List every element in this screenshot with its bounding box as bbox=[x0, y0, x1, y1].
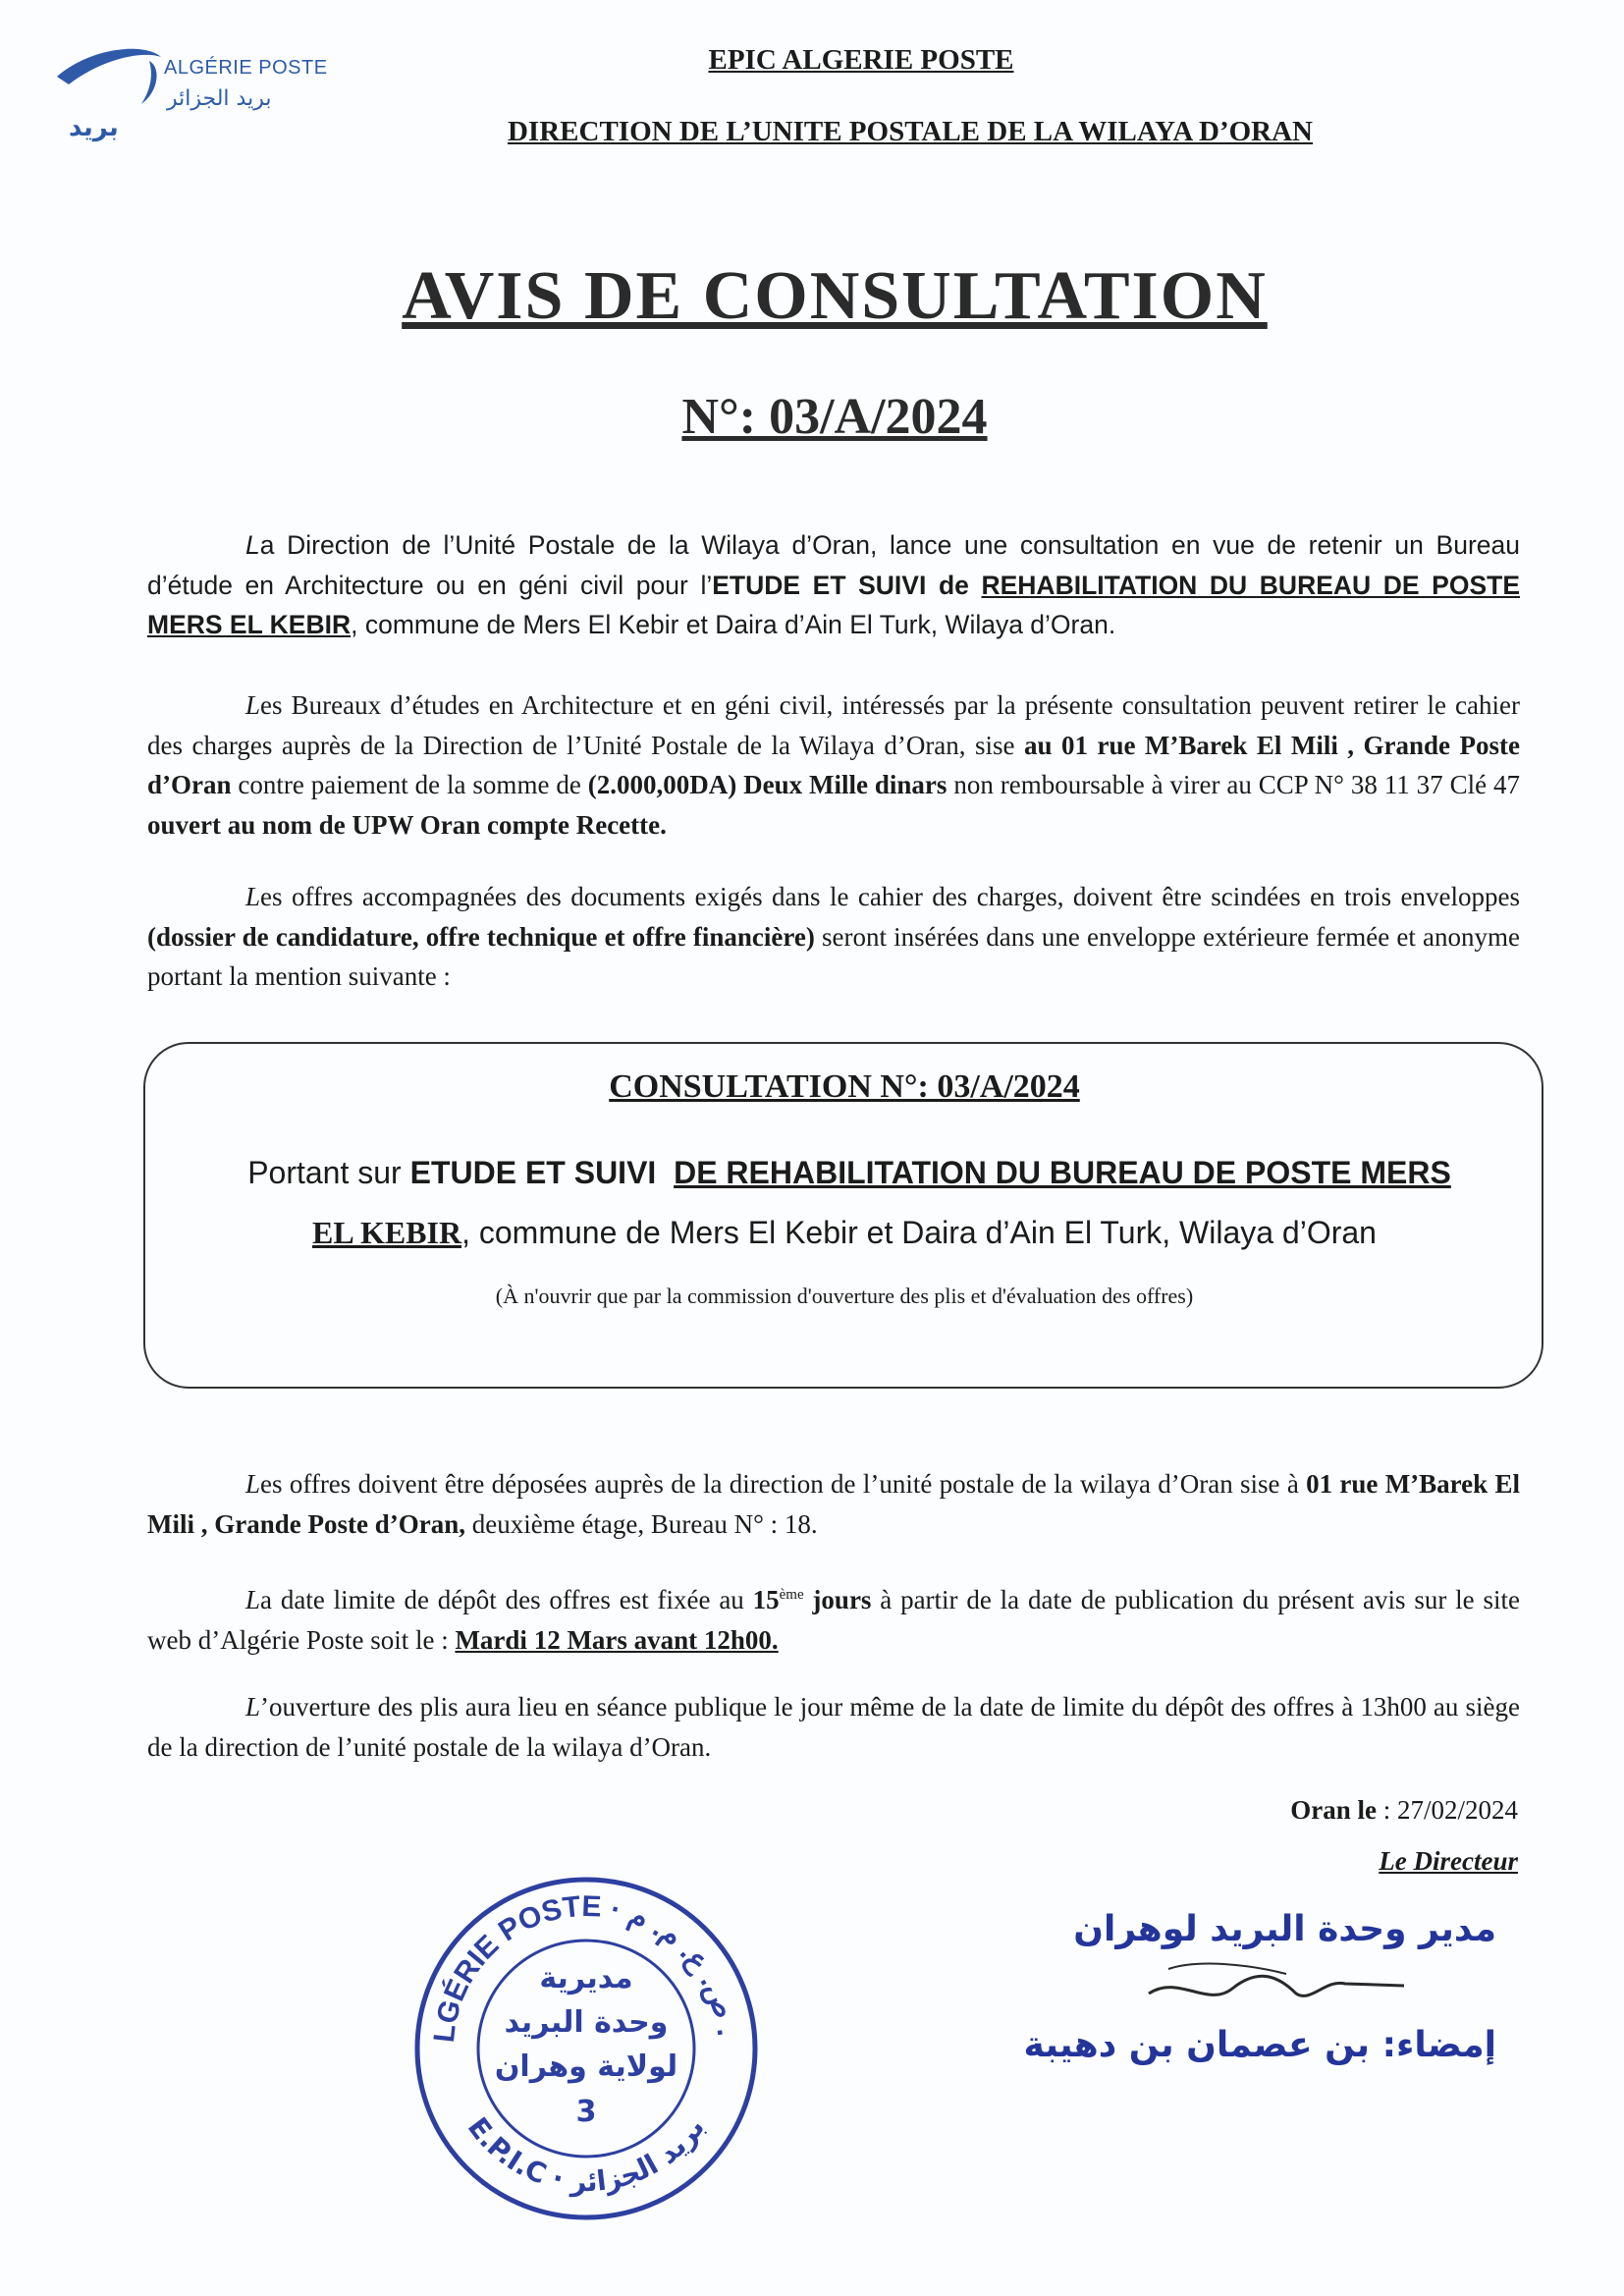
official-stamp bbox=[410, 1873, 762, 2224]
document-date: Oran le : 27/02/2024 bbox=[1290, 1795, 1518, 1825]
box-note: (À n'ouvrir que par la commission d'ouverture des plis et d'évaluation des offres) bbox=[495, 1284, 1194, 1308]
logo-name-fr: ALGÉRIE POSTE bbox=[164, 57, 328, 79]
drop-letter: L bbox=[245, 690, 261, 720]
stamp-ring-icon bbox=[410, 1873, 762, 2224]
box-subject-line-1: Portant sur ETUDE ET SUIVI DE REHABILITATION DU BUREAU DE POSTE MERS bbox=[247, 1155, 1451, 1190]
stamp-number: 3 bbox=[575, 2095, 597, 2129]
logo-name-ar: بريد الجزائر bbox=[167, 86, 272, 111]
drop-letter: L bbox=[245, 1585, 261, 1614]
stamp-ring-top-text: LGÉRIE POSTE · . ص. ع. م. م bbox=[427, 1889, 744, 2045]
stamp-line-2: وحدة البريد bbox=[504, 2005, 669, 2040]
paragraph-date-limite: La date limite de dépôt des offres est fixée au 15ème jours à partir de la date de publication du présent avis sur le site web d’Algérie Poste soit le : Mardi 12 Mars avant 12h00. bbox=[147, 1585, 1520, 1655]
drop-letter: L bbox=[245, 530, 260, 560]
page-title: AVIS DE CONSULTATION bbox=[402, 258, 1268, 334]
paragraph-offres: Les offres accompagnées des documents exigés dans le cahier des charges, doivent être scindées en trois enveloppes (dossier de candidature, offre technique et offre financière) seront insérées dans une enveloppe extérieure fermée et anonyme portant la mention suivante : bbox=[147, 882, 1520, 991]
drop-letter: L bbox=[245, 1692, 261, 1722]
handwritten-signature-icon bbox=[1139, 1954, 1414, 2023]
header-direction: DIRECTION DE L’UNITE POSTALE DE LA WILAYA D’ORAN bbox=[507, 116, 1313, 147]
drop-letter: L bbox=[245, 1469, 261, 1499]
paragraph-depot: Les offres doivent être déposées auprès de la direction de l’unité postale de la wilaya d’Oran sise à 01 rue M’Barek El Mili , Grande Poste d’Oran, deuxième étage, Bureau N° : 18. bbox=[147, 1469, 1520, 1539]
paragraph-ouverture: L’ouverture des plis aura lieu en séance publique le jour même de la date de limite du dépôt des offres à 13h00 au siège de la direction de l’unité postale de la wilaya d’Oran. bbox=[147, 1692, 1520, 1762]
paragraph-intro: La Direction de l’Unité Postale de la Wilaya d’Oran, lance une consultation en vue de retenir un Bureau d’étude en Architecture ou en géni civil pour l’ETUDE ET SUIVI de REHABILITATION DU BUREAU DE POSTE MERS EL KEBIR, commune de Mers El Kebir et Daira d’Ain El Turk, Wilaya d’Oran. bbox=[147, 530, 1521, 639]
director-label: Le Directeur bbox=[1379, 1846, 1518, 1876]
signature-name-ar: إمضاء: بن عصمان بن دهيبة bbox=[1023, 2025, 1496, 2065]
logo-mark-text: بريد bbox=[69, 113, 119, 142]
paragraph-cahier-des-charges: Les Bureaux d’études en Architecture et en géni civil, intéressés par la présente consultation peuvent retirer le cahier des charges auprès de la Direction de l’Unité Postale de la Wilaya d’Oran, sise au 01 rue M’Barek El Mili , Grande Poste d’Oran contre paiement de la somme de (2.000,00DA) Deux Mille dinars non remboursable à virer au CCP N° 38 11 37 Clé 47 ouvert au nom de UPW Oran compte Recette. bbox=[147, 690, 1520, 840]
header-organization: EPIC ALGERIE POSTE bbox=[708, 44, 1014, 76]
box-subject-line-2: EL KEBIR, commune de Mers El Kebir et Daira d’Ain El Turk, Wilaya d’Oran bbox=[312, 1215, 1377, 1250]
consultation-number: N°: 03/A/2024 bbox=[681, 389, 988, 445]
box-title: CONSULTATION N°: 03/A/2024 bbox=[609, 1068, 1080, 1105]
stamp-line-1: مديرية bbox=[539, 1961, 633, 1995]
stamp-line-3: لولاية وهران bbox=[494, 2050, 678, 2084]
signature-title-ar: مدير وحدة البريد لوهران bbox=[1073, 1909, 1496, 1949]
drop-letter: L bbox=[245, 882, 261, 911]
stamp-ring-bottom-text: E.P.I.C · بريد الجزائر bbox=[460, 2110, 712, 2199]
